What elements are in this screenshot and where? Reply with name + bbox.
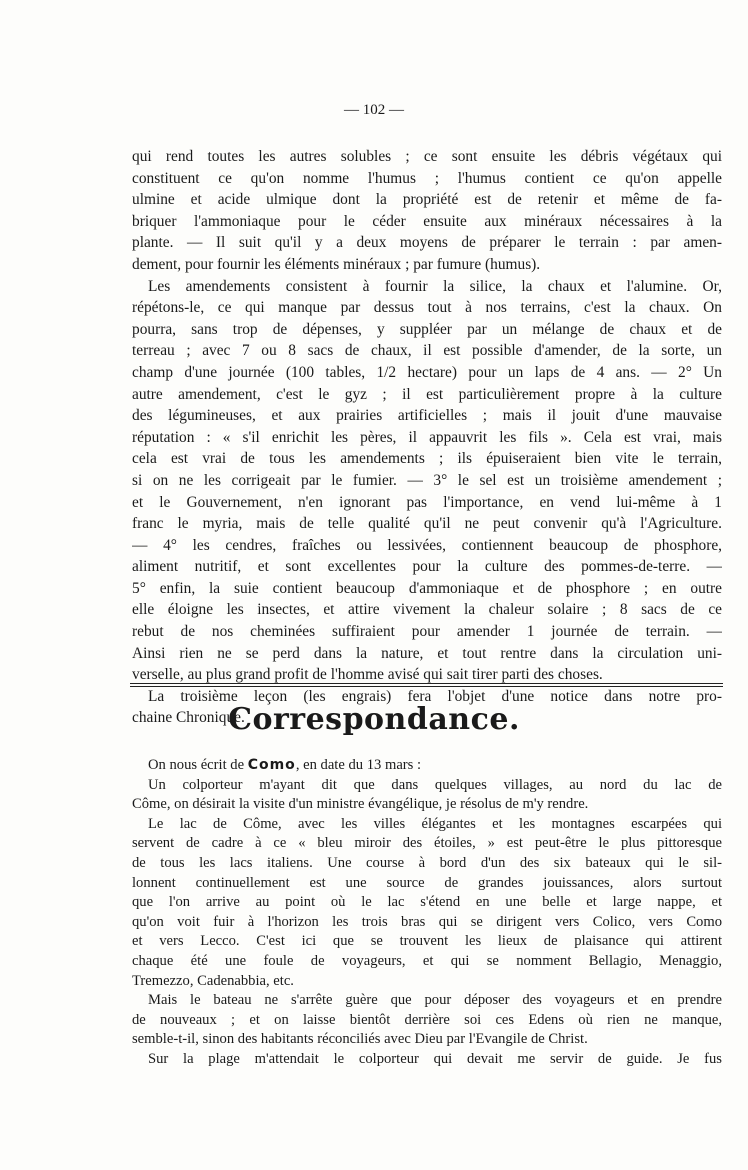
text-line: que l'on arrive au point où le lac s'étend en une belle et large nappe, et [132, 894, 722, 911]
text-line: de tous les lacs italiens. Une course à bord d'un des six bateaux qui le sil- [132, 854, 722, 871]
text-line: lonnent continuellement est une source de grandes jouissances, alors surtout [132, 874, 722, 891]
intro-text: On nous écrit de [148, 757, 248, 773]
text-line: Les amendements consistent à fournir la silice, la chaux et l'alumine. Or, [148, 277, 722, 295]
text-line: et le Gouvernement, n'en ignorant pas l'importance, en vend lui-même à 1 [132, 493, 722, 511]
text-line: Ainsi rien ne se perd dans la nature, et tout rentre dans la circulation uni- [132, 644, 722, 662]
text-line: terreau ; avec 7 ou 8 sacs de chaux, il est possible d'amender, de la sorte, un [132, 342, 722, 360]
text-line: si on ne les corrigeait par le fumier. — 3° le sel est un troisième amendement ; [132, 471, 722, 489]
text-line: Tremezzo, Cadenabbia, etc. [132, 972, 294, 989]
text-line: rebut de nos cheminées suffiraient pour amender 1 journée de terrain. — [132, 623, 722, 641]
page-number: — 102 — [344, 102, 404, 118]
intro-date: , en date du 13 mars : [295, 757, 422, 773]
text-line: réputation : « s'il enrichit les pères, il appauvrit les fils ». Cela est vrai, mais [132, 428, 722, 446]
text-line: champ d'une journée (100 tables, 1/2 hectare) pour un laps de 4 ans. — 2° Un [132, 363, 722, 381]
text-line: et vers Lecco. C'est ici que se trouvent les lieux de plaisance qui attirent [132, 933, 722, 950]
text-line: répétons-le, ce qui manque par dessus tout à nos terrains, c'est la chaux. On [132, 299, 722, 317]
text-line: pourra, sans trop de dépenses, y suppléer par un mélange de chaux et de [132, 320, 722, 338]
text-line: dement, pour fournir les éléments minéraux ; par fumure (humus). [132, 255, 541, 273]
text-line: verselle, au plus grand profit de l'homme avisé qui sait tirer parti des choses. [132, 666, 603, 684]
section-divider [130, 683, 723, 687]
text-line: 5° enfin, la suie contient beaucoup d'ammoniaque et de phosphore ; en outre [132, 579, 722, 597]
text-line: chaine Chronique. [132, 709, 245, 727]
text-line: briquer l'ammoniaque pour le céder ensuite aux minéraux nécessaires à la [132, 212, 722, 230]
text-line: autre amendement, c'est le gyz ; il est particulièrement propre à la culture [132, 385, 722, 403]
correspondance-letter [132, 756, 722, 1070]
agriculture-article [132, 146, 722, 729]
text-line: — 4° les cendres, fraîches ou lessivées, contiennent beaucoup de phosphore, [132, 536, 722, 554]
text-line: Côme, on désirait la visite d'un ministre évangélique, je résolus de m'y rendre. [132, 796, 589, 813]
text-line: Mais le bateau ne s'arrête guère que pour déposer des voyageurs et en prendre [148, 992, 722, 1009]
text-line: ulmine et acide ulmique dont la propriété est de retenir et même de fa- [132, 191, 722, 209]
text-line: de nouveaux ; et on laisse bientôt derrière soi ces Edens où rien ne manque, [132, 1011, 722, 1028]
text-line: qui rend toutes les autres solubles ; ce sont ensuite les débris végétaux qui [132, 148, 722, 165]
text-line: elle éloigne les insectes, et attire vivement la chaleur solaire ; 8 sacs de ce [132, 601, 722, 619]
letter-intro [132, 756, 722, 776]
text-line: qu'on voit fuir à l'horizon les trois bras qui se dirigent vers Colico, vers Como [132, 913, 722, 930]
text-line: semble-t-il, sinon des habitants réconciliés avec Dieu par l'Evangile de Christ. [132, 1031, 588, 1048]
text-line: cela est vrai de tous les amendements ; ils épuiseraient bien vite le terrain, [132, 450, 722, 468]
text-line: chaque été une foule de voyageurs, et qui se nomment Bellagio, Menaggio, [132, 952, 722, 969]
place-name: Como [247, 757, 296, 773]
text-line: Un colporteur m'ayant dit que dans quelques villages, au nord du lac de [148, 776, 722, 793]
text-line: constituent ce qu'on nomme l'humus ; l'humus contient ce qu'on appelle [132, 169, 722, 187]
text-line: La troisième leçon (les engrais) fera l'objet d'une notice dans notre pro- [148, 687, 722, 705]
section-heading: Correspondance. [228, 702, 520, 737]
text-line: des légumineuses, et aux prairies artificielles ; mais il jouit d'une mauvaise [132, 407, 722, 425]
text-line: servent de cadre à ce « bleu miroir des étoiles, » est peut-être le plus pittoresque [132, 835, 722, 852]
text-line: franc le myria, mais de telle qualité qu'il ne peut convenir qu'à l'Agriculture. [132, 515, 722, 533]
text-line: aliment nutritif, et sont excellentes pour la culture des pommes-de-terre. — [132, 558, 722, 576]
text-line: Le lac de Côme, avec les villes élégantes et les montagnes escarpées qui [148, 815, 722, 832]
text-line: Sur la plage m'attendait le colporteur qui devait me servir de guide. Je fus [148, 1050, 722, 1067]
text-line: plante. — Il suit qu'il y a deux moyens de préparer le terrain : par amen- [132, 234, 722, 252]
